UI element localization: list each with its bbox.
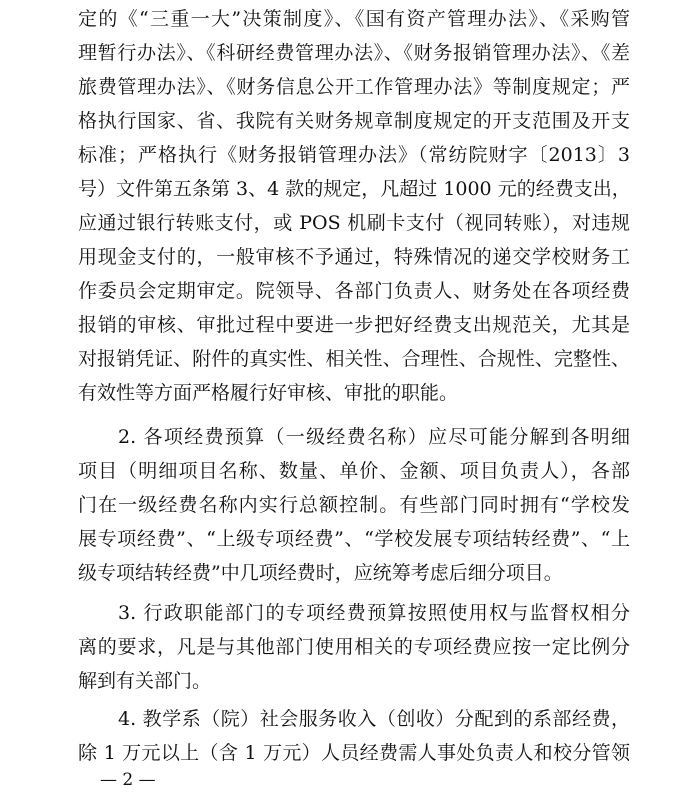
text-line: 离的要求，凡是与其他部门使用相关的专项经费应按一定比例分: [78, 636, 630, 658]
text-line: 理暂行办法》、《科研经费管理办法》、《财务报销管理办法》、《差: [78, 42, 630, 64]
text-line: 用现金支付的，一般审核不予通过，特殊情况的递交学校财务工: [78, 246, 630, 268]
text-line: 旅费管理办法》、《财务信息公开工作管理办法》等制度规定；严: [78, 76, 630, 98]
text-line: 对报销凭证、附件的真实性、相关性、合理性、合规性、完整性、: [78, 348, 630, 370]
text-line: 展专项经费”、“上级专项经费”、“学校发展专项结转经费”、“上: [78, 528, 630, 550]
page-number: — 2 —: [100, 770, 156, 790]
text-line: 2. 各项经费预算（一级经费名称）应尽可能分解到各明细: [118, 426, 630, 448]
text-line: 门在一级经费名称内实行总额控制。有些部门同时拥有“学校发: [78, 494, 630, 516]
text-line: 标准；严格执行《财务报销管理办法》（常纺院财字〔2013〕3: [78, 144, 630, 166]
text-line: 报销的审核、审批过程中要进一步把好经费支出规范关，尤其是: [78, 314, 630, 336]
text-line: 作委员会定期审定。院领导、各部门负责人、财务处在各项经费: [78, 280, 630, 302]
text-line: 格执行国家、省、我院有关财务规章制度规定的开支范围及开支: [78, 110, 630, 132]
text-line: 应通过银行转账支付，或 POS 机刷卡支付（视同转账），对违规: [78, 212, 630, 234]
text-line: 4. 教学系（院）社会服务收入（创收）分配到的系部经费，: [118, 708, 630, 730]
text-line: 除 1 万元以上（含 1 万元）人员经费需人事处负责人和校分管领: [78, 742, 630, 764]
text-line: 项目（明细项目名称、数量、单价、金额、项目负责人），各部: [78, 460, 630, 482]
text-line: 级专项结转经费”中几项经费时，应统筹考虑后细分项目。: [78, 562, 563, 584]
text-line: 解到有关部门。: [78, 670, 212, 692]
text-line: 号）文件第五条第 3、4 款的规定，凡超过 1000 元的经费支出，: [78, 178, 631, 200]
text-line: 定的《“三重一大”决策制度》、《国有资产管理办法》、《采购管: [78, 8, 630, 30]
text-line: 有效性等方面严格履行好审核、审批的职能。: [78, 382, 459, 404]
text-line: 3. 行政职能部门的专项经费预算按照使用权与监督权相分: [118, 602, 630, 624]
